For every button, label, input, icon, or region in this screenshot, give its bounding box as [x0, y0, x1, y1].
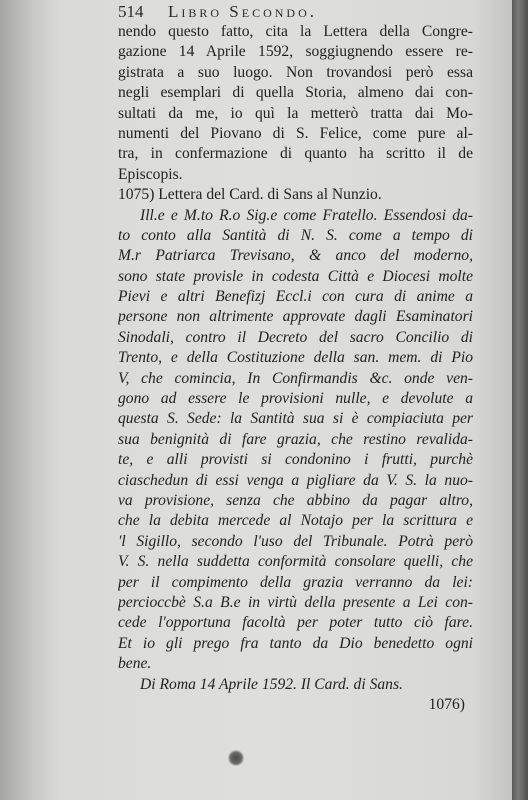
letter-line: Et io gli prego fra tanto da Dio benedetto ogni: [118, 634, 473, 652]
text-line: numenti del Piovano di S. Felice, come pure al-: [118, 124, 473, 142]
letter-line: cede l'opportuna facoltà per poter tutto ciò fare.: [118, 614, 473, 632]
text-line: nendo questo fatto, cita la Lettera della Congre-: [118, 23, 473, 40]
page-edge: [512, 0, 528, 800]
letter-line: V. S. nella suddetta conformità consolare quelli, che: [118, 553, 473, 571]
letter-line: che la debita mercede al Notajo per la scrittura e: [118, 512, 473, 530]
text-line: tra, in confermazione di quanto ha scritto il de: [118, 145, 473, 163]
letter-line: 'l Sigillo, secondo l'uso del Tribunale. Potrà però: [118, 532, 473, 550]
page-number: 514: [118, 2, 144, 21]
letter-signoff: Di Roma 14 Aprile 1592. Il Card. di Sans.: [140, 675, 403, 693]
letter-line: gono ad essere le provisioni nulle, e devolute a: [118, 390, 473, 408]
letter-body: [118, 206, 473, 675]
text-line: negli esemplari di quella Storia, almeno dai con-: [118, 84, 473, 102]
text-line: Episcopis.: [118, 165, 183, 183]
letter-line: te, e alli provisti si condonino i frutti, purchè: [118, 451, 473, 469]
letter-line: va provisione, senza che abbino da pagar altro,: [118, 491, 473, 509]
letter-line: Pievi e altri Benefizj Eccl.i con cura di anime a: [118, 288, 473, 306]
next-entry-number: 1076): [428, 695, 465, 713]
running-head: [118, 2, 448, 22]
text-block: [118, 22, 473, 715]
text-line: sultati da me, io quì la metterò tratta dai Mo-: [118, 104, 473, 122]
letter-line: sua benignità di fare grazia, che restino revalida-: [118, 430, 473, 448]
ink-smudge: [228, 750, 244, 766]
letter-line: per il compimento della grazia verranno da lei:: [118, 573, 473, 591]
letter-line: bene.: [118, 655, 152, 673]
book-title: Libro Secondo.: [168, 2, 318, 21]
letter-line: ciaschedun di essi venga a pigliare da V. S. la nuo-: [118, 471, 473, 489]
text-line: gistrata a suo luogo. Non trovandosi però essa: [118, 63, 473, 81]
text-line: gazione 14 Aprile 1592, soggiugnendo essere re-: [118, 43, 473, 61]
letter-line: questa S. Sede: la Santità sua si è compiaciuta per: [118, 410, 473, 428]
gutter-shadow: [0, 0, 60, 800]
intro-paragraph: [118, 22, 473, 185]
letter-line: to conto alla Santità di N. S. come a tempo di: [118, 226, 473, 244]
letter-line: Ill.e e M.to R.o Sig.e come Fratello. Essendosi da-: [140, 206, 473, 224]
letter-line: percioccbè S.a B.e in virtù della presente a Lei con-: [118, 593, 473, 611]
letter-line: persone non altrimente approvate dagli Esaminatori: [118, 308, 473, 326]
letter-line: M.r Patriarca Trevisano, & anco del moderno,: [118, 247, 473, 265]
letter-line: V, che comincia, In Confirmandis &c. onde ven-: [118, 369, 473, 387]
letter-line: Trento, e della Costituzione della san. mem. di Pio: [118, 349, 473, 367]
letter-heading: 1075) Lettera del Card. di Sans al Nunzio.: [118, 186, 382, 204]
letter-line: Sinodali, contro il Decreto del sacro Concilio di: [118, 328, 473, 346]
letter-line: sono state provisle in codesta Città e Diocesi molte: [118, 267, 473, 285]
